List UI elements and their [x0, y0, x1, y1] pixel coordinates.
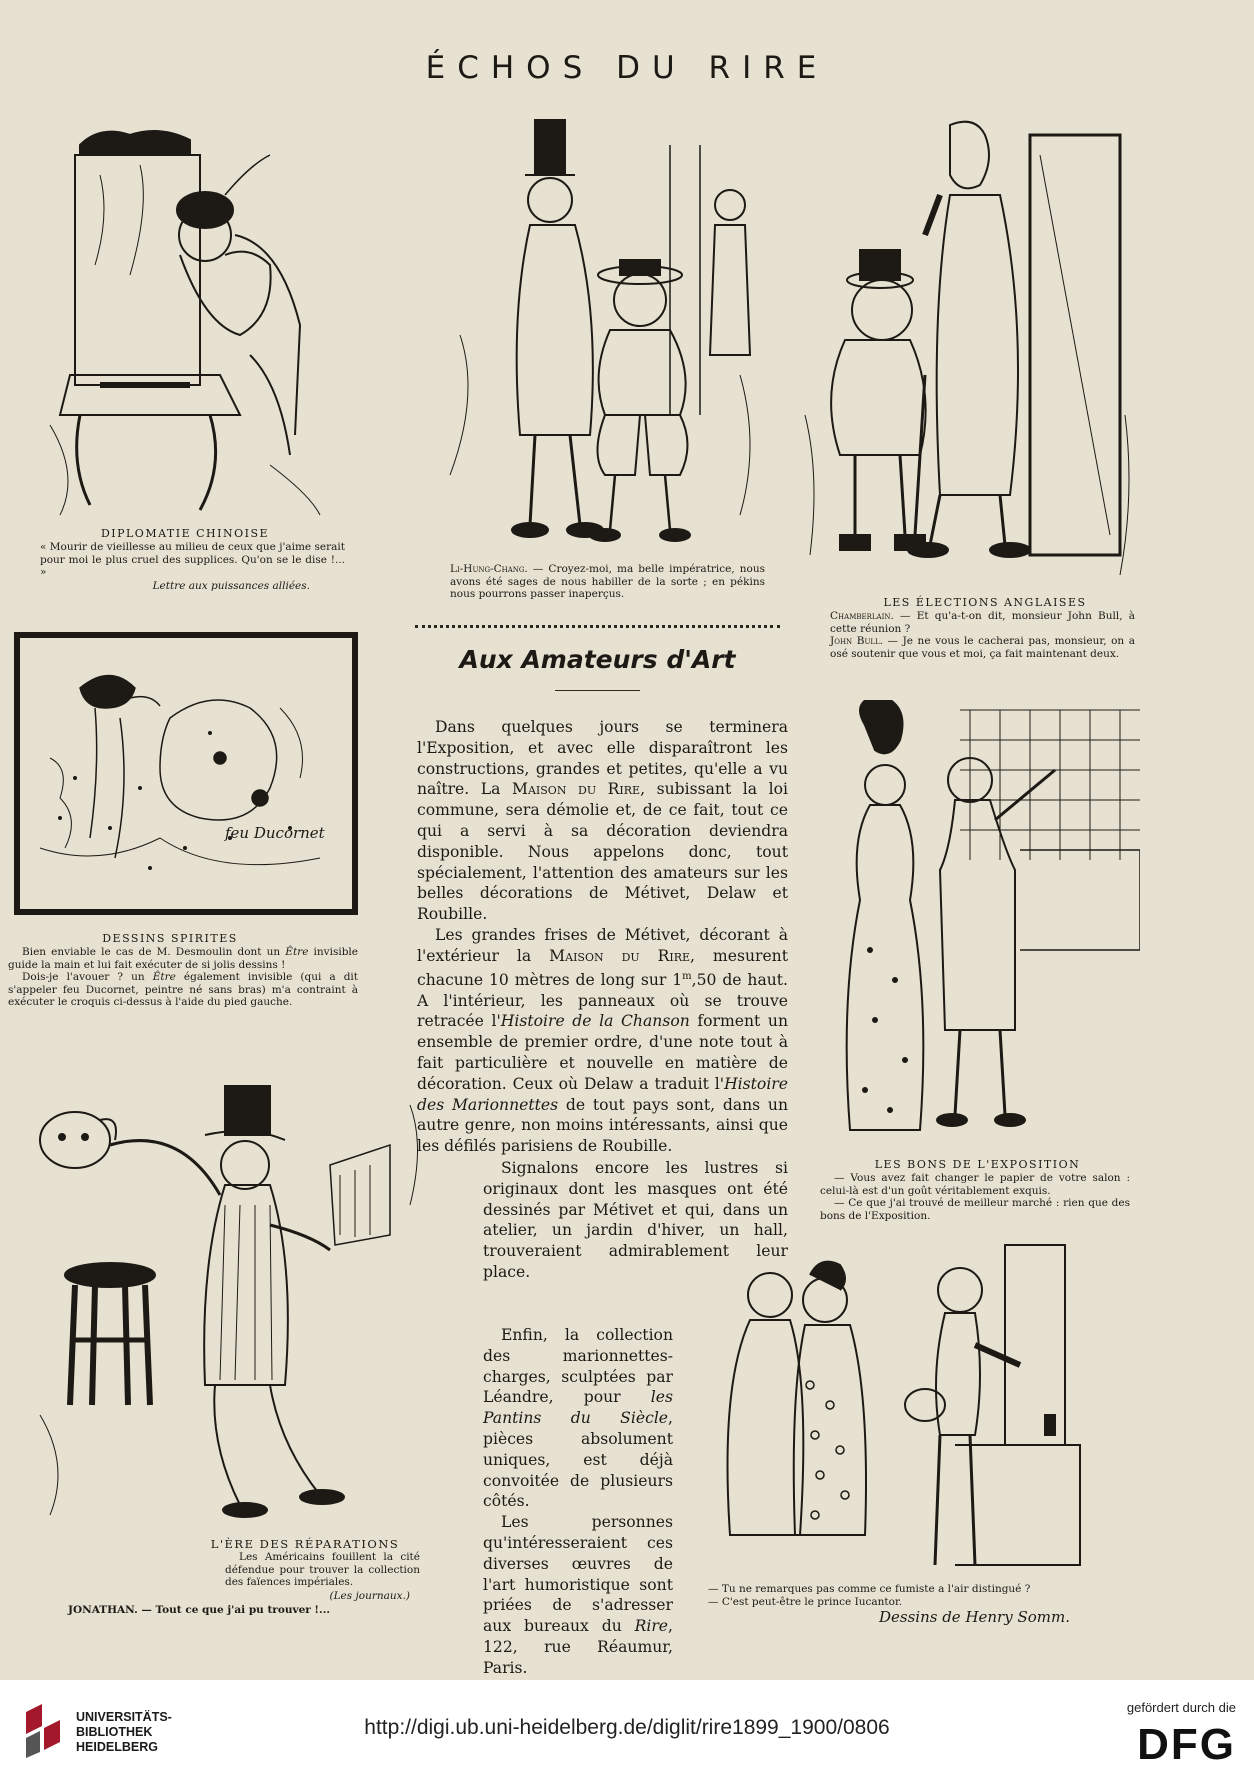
spirites-caption	[8, 946, 358, 1009]
source-url-link[interactable]: http://digi.ub.uni-heidelberg.de/diglit/rire1899_1900/0806	[364, 1716, 890, 1739]
article-p4: Enfin, la collection des marionnettes-charges, sculptées par Léandre, pour les Pantins du Siècle, pièces absolument uniques, est déjà convoitée de plusieurs côtés.	[483, 1326, 673, 1511]
exposition-line-2: — Ce que j'ai trouvé de meilleur marché : rien que des bons de l'Exposition.	[820, 1197, 1130, 1222]
reparations-illustration	[30, 1085, 430, 1535]
funded-by-text: gefördert durch die	[1126, 1700, 1236, 1715]
diplomatie-source: Lettre aux puissances alliées.	[152, 580, 310, 592]
lihungchang-speaker: Li-Hung-Chang.	[450, 563, 528, 575]
prince-caption	[708, 1583, 1128, 1608]
elections-title: LES ÉLECTIONS ANGLAISES	[883, 596, 1087, 609]
reparations-text: Les Américains fouillent la cité défendue pour trouver la collection des faïences impériales.	[225, 1551, 420, 1588]
reparations-title: L'ÈRE DES RÉPARATIONS	[210, 1537, 400, 1551]
exposition-title: LES BONS DE L'EXPOSITION	[874, 1158, 1081, 1171]
exposition-line-1: — Vous avez fait changer le papier de votre salon : celui-là est d'un goût véritablement exquis.	[820, 1172, 1130, 1197]
dfg-logo: DFG	[1137, 1720, 1236, 1769]
prince-line-1: — Tu ne remarques pas comme ce fumiste a l'air distingué ?	[708, 1583, 1031, 1595]
lihungchang-illustration	[440, 115, 770, 555]
elections-line-1: — Et qu'a-t-on dit, monsieur John Bull, à cette réunion ?	[830, 610, 1135, 635]
diplomatie-illustration	[40, 125, 330, 525]
diplomatie-title: DIPLOMATIE CHINOISE	[100, 527, 270, 540]
reparations-speaker: JONATHAN.	[68, 1604, 138, 1616]
elections-illustration	[800, 115, 1140, 590]
spirites-p1-italic: Être	[285, 946, 309, 958]
spirites-signature: feu Ducornet	[225, 824, 325, 842]
digitization-footer	[0, 1680, 1254, 1779]
spirites-title: DESSINS SPIRITES	[102, 932, 238, 945]
elections-speaker-johnbull: John Bull.	[830, 635, 883, 647]
elections-caption	[830, 610, 1135, 660]
article-title: Aux Amateurs d'Art	[459, 645, 736, 674]
article-title-rule	[555, 690, 640, 691]
reparations-source: (Les journaux.)	[329, 1590, 410, 1602]
article-body-top	[417, 717, 788, 1157]
article-p3: Signalons encore les lustres si originaux dont les masques ont été dessinés par Métivet et qui, dans un atelier, un jardin d'hiver, un hall, trouveraient admirablement leur place.	[483, 1159, 788, 1281]
article-p1: Dans quelques jours se terminera l'Exposition, et avec elle disparaîtront les constructions, grandes et petites, qu'elle a vu naître. La Maison du Rire, subissant la loi commune, sera démolie et, de ce fait, tout ce qui a servi à sa décoration deviendra disponible. Nous appelons donc, tout spécialement, l'attention des amateurs sur les belles décorations de Métivet, Delaw et Roubille.	[417, 718, 788, 924]
article-p2: Les grandes frises de Métivet, décorant à l'extérieur la Maison du Rire, mesurent chacune 10 mètres de long sur 1$^m$,50 de haut. A l'intérieur, les panneaux où se trouve retracée l'Histoire de la Chanson forment un ensemble de premier ordre, d'une note tout à fait particulière et nouvelle en matière de décoration. Ceux où Delaw a traduit l'Histoire des Marionnettes de tout pays sont, dans un autre genre, non moins intéressants, ainsi que les défilés parisiens de Roubille.	[417, 925, 789, 1156]
drawings-signature: Dessins de Henry Somm.	[878, 1608, 1070, 1626]
spirites-p1a: Bien enviable le cas de M. Desmoulin dont un	[22, 946, 286, 958]
spirites-p1b: invisible guide la main et lui fait exécuter de si jolis dessins !	[8, 946, 359, 971]
spirites-p2b: également invisible (qui a dit s'appeler feu Ducornet, peintre né sans bras) m'a contraint à exécuter le croquis ci-dessus à l'aide du pied gauche.	[8, 971, 359, 1008]
prince-line-2: — C'est peut-être le prince Iucantor.	[708, 1595, 903, 1608]
lihungchang-caption	[450, 563, 765, 601]
lihungchang-text: — Croyez-moi, ma belle impératrice, nous avons été sages de nous habiller de la sorte ; en pékins nous pourrons passer inaperçus.	[450, 563, 765, 600]
university-name: UNIVERSITÄTS- BIBLIOTHEK HEIDELBERG	[76, 1710, 172, 1754]
exposition-caption	[820, 1172, 1130, 1222]
reparations-dialogue	[68, 1604, 418, 1617]
article-p5: Les personnes qu'intéresseraient ces diverses œuvres de l'art humoristique sont priées de s'adresser aux bureaux du Rire, 122, rue Réaumur, Paris.	[483, 1513, 673, 1677]
article-body-bottom	[483, 1325, 673, 1679]
elections-speaker-chamberlain: Chamberlain.	[830, 610, 894, 622]
article-top-rule	[415, 625, 780, 628]
prince-illustration	[700, 1235, 1100, 1575]
elections-line-2: — Je ne vous le cacherai pas, monsieur, on a osé soutenir que vous et moi, ça fait maintenant deux.	[830, 635, 1136, 660]
diplomatie-text: « Mourir de vieillesse au milieu de ceux que j'aime serait pour moi le plus cruel des supplices. Qu'on se le dise !... »	[40, 541, 345, 578]
spirites-p2-italic: Être	[152, 971, 176, 983]
page-heading: ÉCHOS DU RIRE	[425, 50, 829, 86]
spirites-p2a: Dois-je l'avouer ? un	[22, 971, 153, 983]
exposition-illustration	[820, 700, 1140, 1150]
reparations-line: — Tout ce que j'ai pu trouver !...	[137, 1604, 331, 1616]
spirites-drawing-frame	[14, 632, 358, 915]
